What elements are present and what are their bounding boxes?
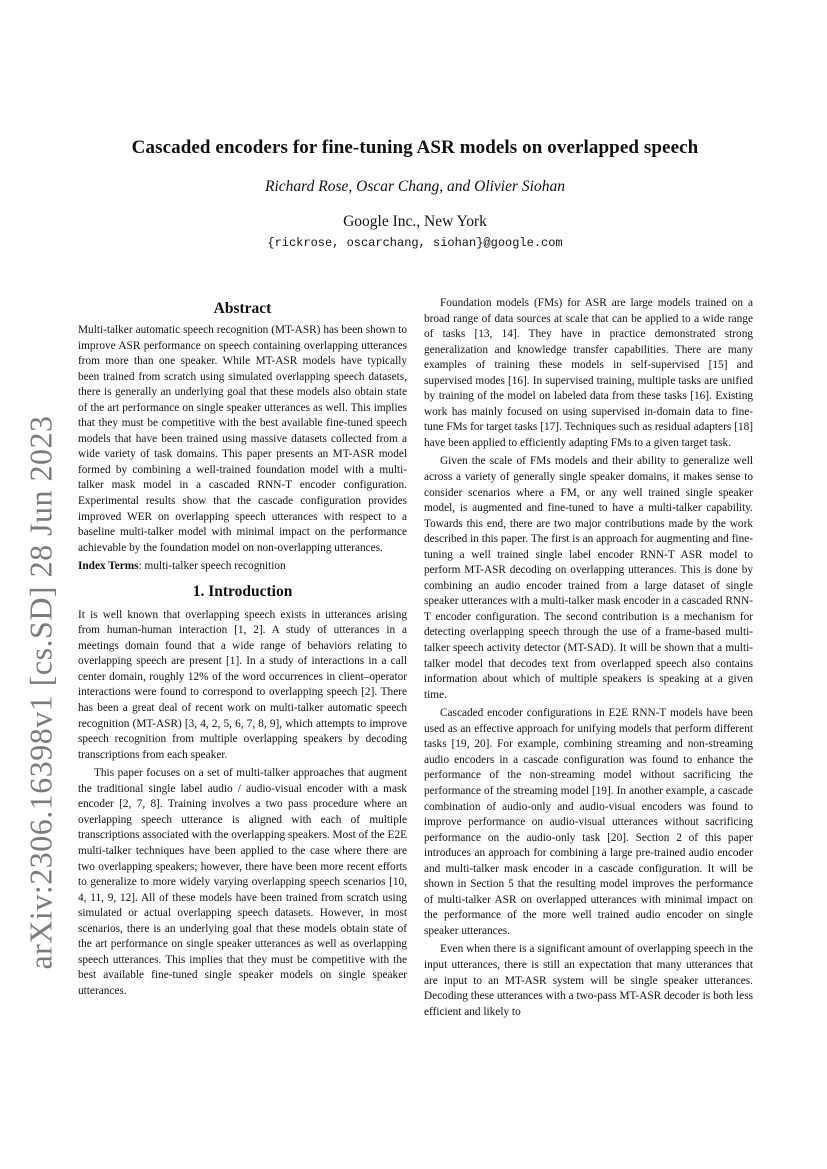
arxiv-side-stamp bbox=[18, 320, 64, 1065]
intro-paragraph-6: Even when there is a significant amount of overlapping speech in the input utterances, there is still an expectation that many utterances that are input to an MT-ASR system will be single speaker utterances. Decoding these utterances with a two-pass MT-ASR decoder is both less efficient and likely to bbox=[424, 943, 753, 1018]
intro-paragraph-5: Cascaded encoder configurations in E2E RNN-T models have been used as an effective approach for unifying models that perform different tasks [19, 20]. For example, combining streaming and non-streaming audio encoders in a cascade configuration was found to enhance the performance of the non-streaming model without sacrificing the performance of the streaming model [19]. In another example, a cascade combination of audio-only and audio-visual encoders was found to improve performance on audio-visual utterances without sacrificing performance on the audio-only task [20]. Section 2 of this paper introduces an approach for combining a large pre-trained audio encoder and multi-talker mask encoder in a cascade configuration. It will be shown in Section 5 that the resulting model improves the performance of multi-talker ASR on overlapped utterances with minimal impact on the performance of the more well trained audio encoder on single speaker utterances. bbox=[424, 707, 753, 937]
right-column bbox=[424, 296, 753, 1023]
author-list: Richard Rose, Oscar Chang, and Olivier Siohan bbox=[265, 178, 565, 195]
paper-header bbox=[80, 132, 750, 251]
intro-paragraph-4: Given the scale of FMs models and their ability to generalize well across a variety of generally single speaker domains, it makes sense to consider scenarios where a FM, or any well trained single speaker model, is augmented and fine-tuned to have a multi-talker capability. Towards this end, there are two major contributions made by the work described in this paper. The first is an approach for augmenting and fine-tuning a well trained single label encoder RNN-T ASR model to perform MT-ASR decoding on overlapping utterances. This is done by combining an audio encoder trained from a large dataset of single speaker utterances with a multi-talker mask encoder in a cascaded RNN-T encoder configuration. The second contribution is a mechanism for detecting overlapping speech through the use of a frame-based multi-talker speech activity detector (MT-SAD). It will be shown that a multi-talker model that decodes text from overlapped speech also contains information about which of multiple speakers is speaking at a given time. bbox=[424, 455, 753, 701]
author-emails: {rickrose, oscarchang, siohan}@google.com bbox=[267, 236, 563, 250]
index-terms-label: Index Terms bbox=[78, 560, 139, 573]
index-terms-text: : multi-talker speech recognition bbox=[138, 560, 286, 573]
left-column bbox=[78, 296, 407, 1002]
abstract-heading: Abstract bbox=[213, 300, 272, 317]
intro-paragraph-1: It is well known that overlapping speech exists in utterances arising from human-human interaction [1, 2]. A study of utterances in a meetings domain found that a wide range of behaviors relating to overlapping speech are present [1]. In a study of interactions in a call center domain, roughly 12% of the word occurrences in client–operator interactions were found to correspond to overlapping speech [2]. There has been a great deal of recent work on multi-talker automatic speech recognition (MT-ASR) [3, 4, 2, 5, 6, 7, 8, 9], which attempts to improve speech recognition from multiple overlapping speakers by decoding transcriptions from each speaker. bbox=[78, 608, 407, 761]
index-terms bbox=[78, 559, 407, 575]
intro-paragraph-2: This paper focuses on a set of multi-talker approaches that augment the traditional single label audio / audio-visual encoder with a mask encoder [2, 7, 8]. Training involves a two pass procedure where an overlapping speech utterance is aligned with each of multiple transcriptions associated with the overlapping speakers. Most of the E2E multi-talker techniques have been applied to the case where there are two overlapping speakers; however, there have been more recent efforts to generalize to more widely varying overlapping speech scenarios [10, 4, 11, 9, 12]. All of these models have been trained from scratch using simulated or actual overlapping speech datasets. However, in most scenarios, there is an underlying goal that these models obtain state of the art performance on single speaker utterances as well as overlapping speech utterances. This implies that they must be competitive with the best available fine-tuned single speaker models on single speaker utterances. bbox=[78, 767, 407, 997]
intro-paragraph-3: Foundation models (FMs) for ASR are large models trained on a broad range of data sources at scale that can be applied to a wide range of tasks [13, 14]. They have in practice demonstrated strong generalization and knowledge transfer capabilities. There are many examples of training these models in self-supervised [15] and supervised modes [16]. In supervised training, multiple tasks are unified by training of the model on labeled data from these tasks [16]. Existing work has mainly focused on using supervised in-domain data to fine-tune FMs for target tasks [17]. Techniques such as residual adapters [18] have been applied to efficiently adapting FMs to a given target task. bbox=[424, 297, 753, 449]
arxiv-identifier: arXiv:2306.16398v1 [cs.SD] 28 Jun 2023 bbox=[22, 415, 59, 970]
paper-title: Cascaded encoders for fine-tuning ASR models on overlapped speech bbox=[131, 137, 699, 158]
affiliation: Google Inc., New York bbox=[343, 213, 487, 230]
abstract-body: Multi-talker automatic speech recognition (MT-ASR) has been shown to improve ASR performance on speech containing overlapping utterances from more than one speaker. While MT-ASR models have typically been trained from scratch using simulated overlapping speech datasets, there is generally an underlying goal that these models also obtain state of the art performance on single speaker utterances as well. This implies that they must be competitive with the best available fine-tuned speech models that have been trained using massive datasets collected from a wide variety of task domains. This paper presents an MT-ASR model formed by combining a well-trained foundation model with a multi-talker mask model in a cascaded RNN-T encoder configuration. Experimental results show that the cascade configuration provides improved WER on overlapping speech utterances with respect to a baseline multi-talker model with minimal impact on the performance achievable by the foundation model on non-overlapping utterances. bbox=[78, 324, 407, 554]
introduction-heading: 1. Introduction bbox=[192, 582, 293, 600]
